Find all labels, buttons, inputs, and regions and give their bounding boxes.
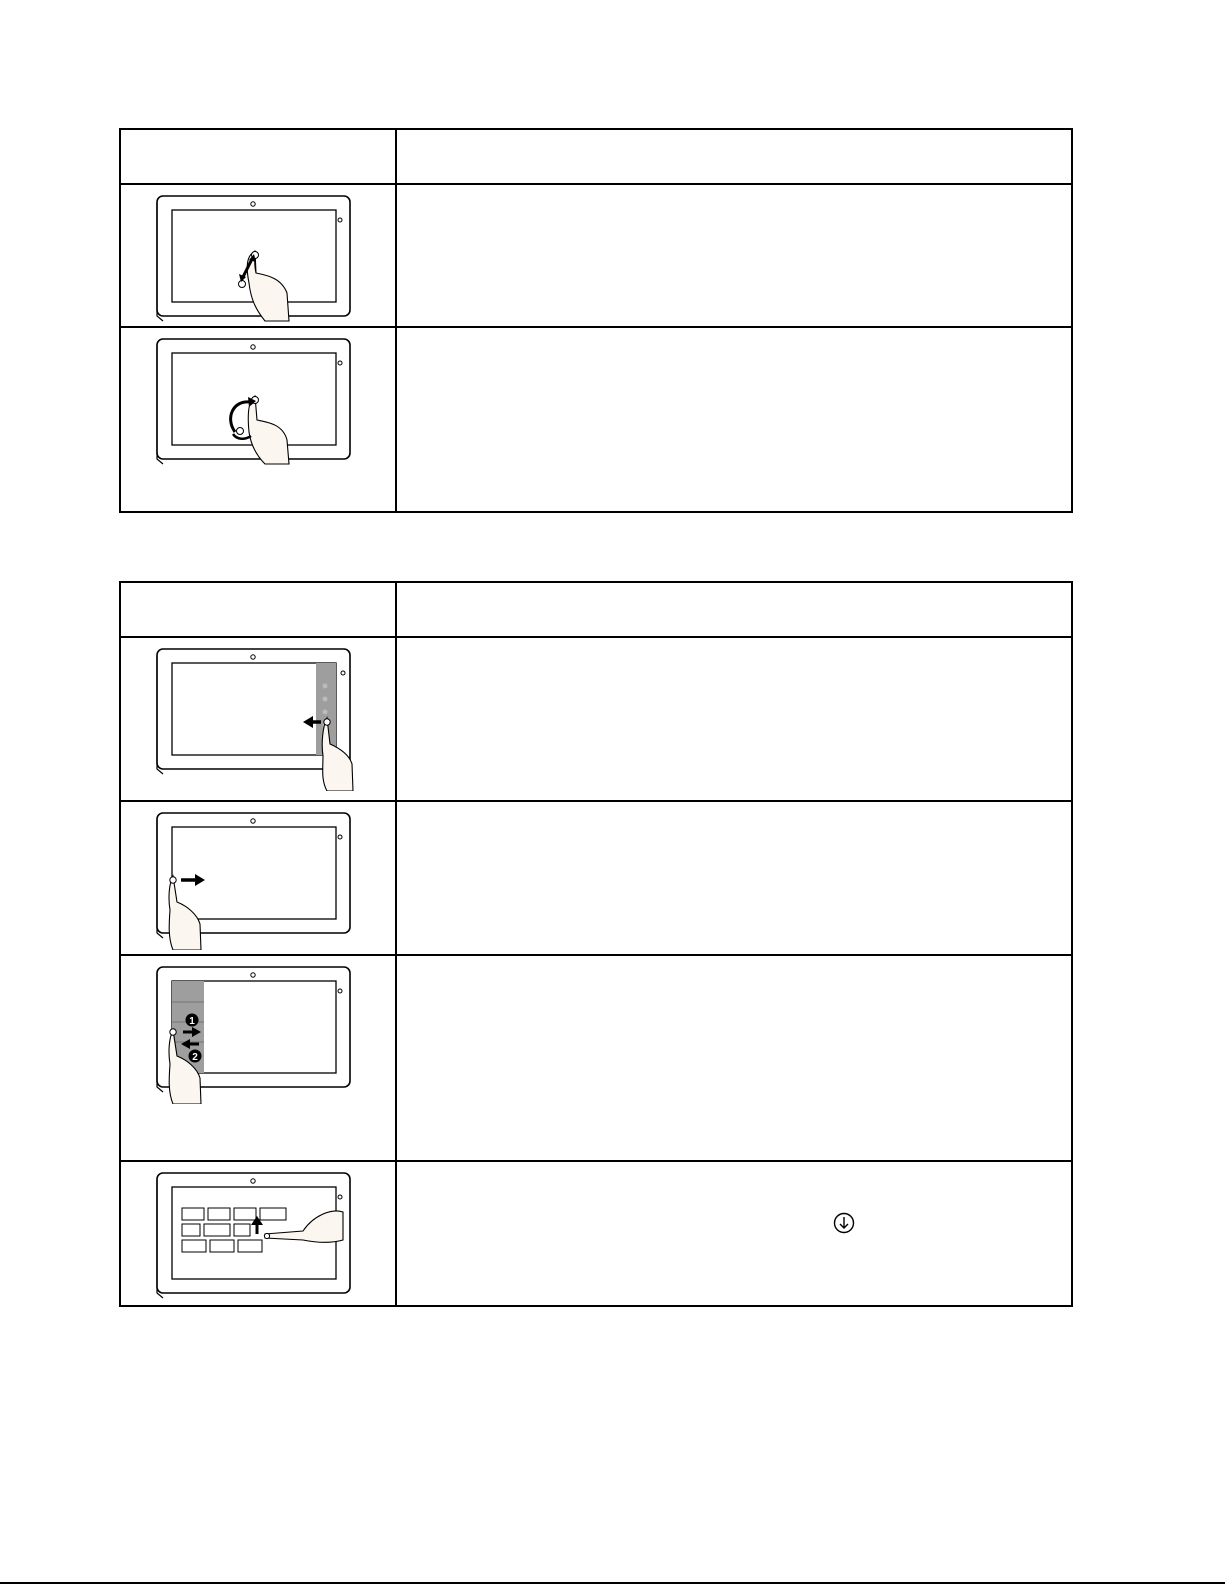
gesture-description: [396, 184, 1072, 327]
gesture-table-2: [119, 581, 1073, 1307]
table-row: [120, 327, 1072, 512]
page-bottom-rule: [0, 1582, 1225, 1584]
gesture-description: [396, 637, 1072, 801]
rotate-icon: [153, 336, 363, 466]
gesture-image-cell: [120, 955, 396, 1161]
table-header-row: [120, 129, 1072, 184]
swipe-in-and-out-left-edge-icon: [153, 964, 363, 1104]
table-row: [120, 637, 1072, 801]
gesture-description: [396, 1161, 1072, 1306]
table-header-row: [120, 582, 1072, 637]
gesture-image-cell: [120, 637, 396, 801]
gesture-description: [396, 955, 1072, 1161]
table-row: [120, 1161, 1072, 1306]
gesture-table-1: [119, 128, 1073, 513]
table-row: [120, 801, 1072, 955]
gesture-image-cell: [120, 184, 396, 327]
gesture-image-cell: [120, 327, 396, 512]
swipe-up-icon: [153, 1170, 363, 1300]
circle-down-arrow-icon: [833, 1212, 855, 1234]
table-row: [120, 955, 1072, 1161]
gesture-description: [396, 327, 1072, 512]
header-cell-description: [396, 582, 1072, 637]
gesture-description: [396, 801, 1072, 955]
gesture-image-cell: [120, 1161, 396, 1306]
table-row: [120, 184, 1072, 327]
swipe-in-from-left-edge-icon: [153, 810, 363, 950]
svg-text:1: 1: [189, 1016, 195, 1027]
header-cell-gesture: [120, 129, 396, 184]
header-cell-gesture: [120, 582, 396, 637]
pinch-zoom-icon: [153, 193, 363, 323]
header-cell-description: [396, 129, 1072, 184]
gesture-image-cell: [120, 801, 396, 955]
swipe-in-from-right-edge-icon: [153, 646, 363, 791]
svg-text:2: 2: [192, 1052, 198, 1063]
